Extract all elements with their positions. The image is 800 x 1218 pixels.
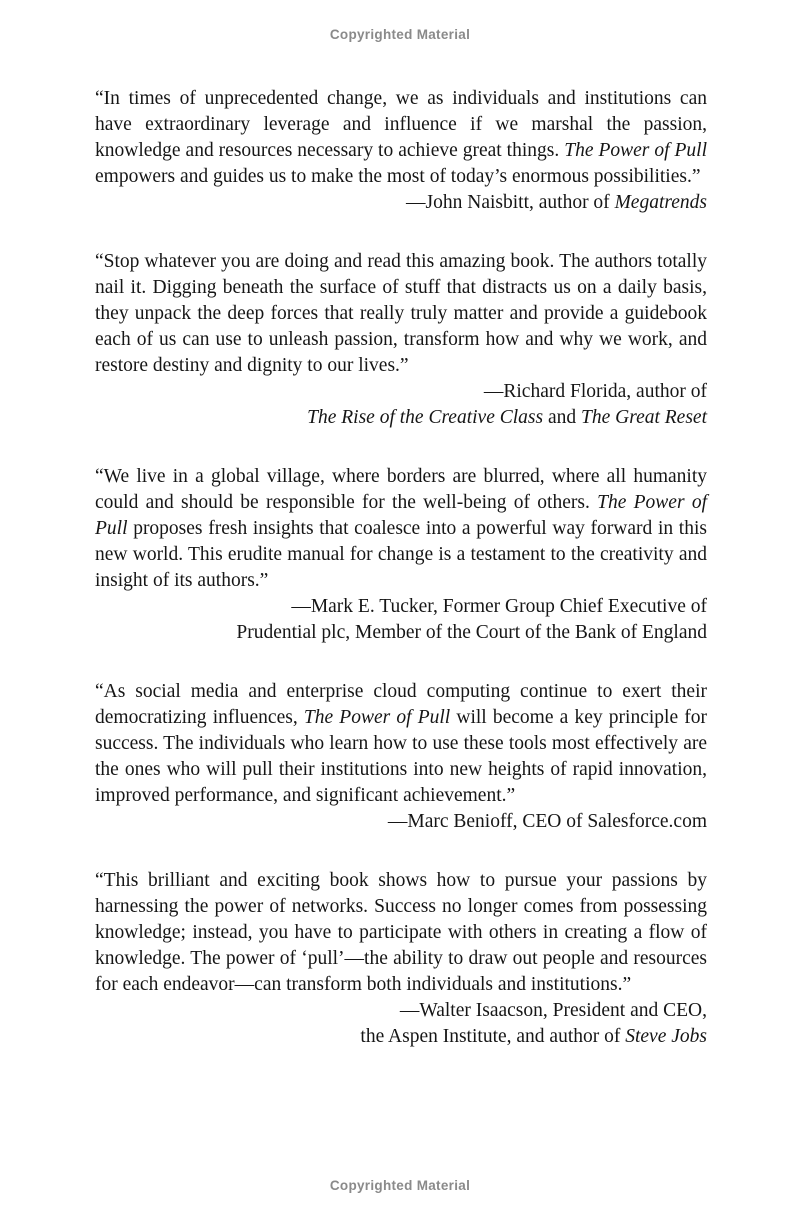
quote-body xyxy=(95,464,707,594)
quote-block xyxy=(95,679,707,835)
book-title-italic: The Great Reset xyxy=(581,407,707,428)
quote-body xyxy=(95,679,707,835)
text-run: —Marc Benioff, CEO of Salesforce.com xyxy=(387,811,707,832)
quote-body xyxy=(95,86,707,216)
text-run: Prudential plc, Member of the Court of the Bank of England xyxy=(236,622,707,643)
quote-attribution xyxy=(95,379,707,405)
quote-block xyxy=(95,868,707,1050)
text-run: —Richard Florida, author of xyxy=(483,381,707,402)
text-run: —John Naisbitt, author of xyxy=(406,192,615,213)
quote-body xyxy=(95,249,707,379)
copyright-text: Copyrighted Material xyxy=(329,1178,471,1193)
quote-attribution xyxy=(95,998,707,1024)
copyright-text: Copyrighted Material xyxy=(329,27,471,42)
book-title-italic: Steve Jobs xyxy=(625,1026,707,1047)
quote-attribution xyxy=(95,620,707,646)
text-run: and xyxy=(543,407,581,428)
quote-attribution xyxy=(95,1024,707,1050)
text-run: “This brilliant and exciting book shows how to pursue your passions by harnessing the power of networks. Success no longer comes from possessing knowledge; instead, you have to participate with others in creating a flow of knowledge. The power of ‘pull’—the ability to draw out people and resources for each endeavor—can transform both individuals and institutions.” xyxy=(95,870,707,995)
copyright-banner-top xyxy=(0,27,800,42)
text-run: “In times of unprecedented change, we as individuals and institutions can have extraordinary leverage and influence if we marshal the passion, knowledge and resources necessary to achieve great things. xyxy=(95,88,707,161)
text-run: —Walter Isaacson, President and CEO, xyxy=(399,1000,707,1021)
text-run: proposes fresh insights that coalesce into a powerful way forward in this new world. This erudite manual for change is a testament to the creativity and insight of its authors.” xyxy=(95,518,707,591)
text-run: —Mark E. Tucker, Former Group Chief Executive of xyxy=(291,596,707,617)
quote-body xyxy=(95,868,707,998)
text-run: empowers and guides us to make the most of today’s enormous possibilities.” xyxy=(95,166,701,187)
book-title-italic: Megatrends xyxy=(614,192,707,213)
quote-attribution xyxy=(388,809,707,835)
text-run: the Aspen Institute, and author of xyxy=(360,1026,626,1047)
quote-block xyxy=(95,464,707,646)
quote-block xyxy=(95,86,707,216)
quote-attribution xyxy=(95,594,707,620)
quote-attribution xyxy=(406,190,707,216)
quote-attribution xyxy=(95,405,707,431)
book-title-italic: The Power of Pull xyxy=(303,707,451,728)
text-run: will become a key principle for success. The individuals who learn how to use these tools most effectively are the ones who will pull their institutions into new heights of rapid innovation, improved performance, and significant achievement.” xyxy=(95,707,708,806)
text-run: “As social media and enterprise cloud computing continue to exert their democratizing influences, xyxy=(95,681,707,728)
text-run: “We live in a global village, where borders are blurred, where all humanity could and should be responsible for the well-being of others. xyxy=(95,466,707,513)
copyright-banner-bottom xyxy=(0,1178,800,1193)
book-title-italic: The Power of Pull xyxy=(95,492,707,539)
quote-block xyxy=(95,249,707,431)
praise-quotes-list xyxy=(95,86,707,1083)
book-title-italic: The Power of Pull xyxy=(564,140,707,161)
book-title-italic: The Rise of the Creative Class xyxy=(307,407,544,428)
text-run: “Stop whatever you are doing and read this amazing book. The authors totally nail it. Digging beneath the surface of stuff that distracts us on a daily basis, they unpack the deep forces that really truly matter and provide a guidebook each of us can use to unleash passion, transform how and why we work, and restore destiny and dignity to our lives.” xyxy=(95,251,707,376)
